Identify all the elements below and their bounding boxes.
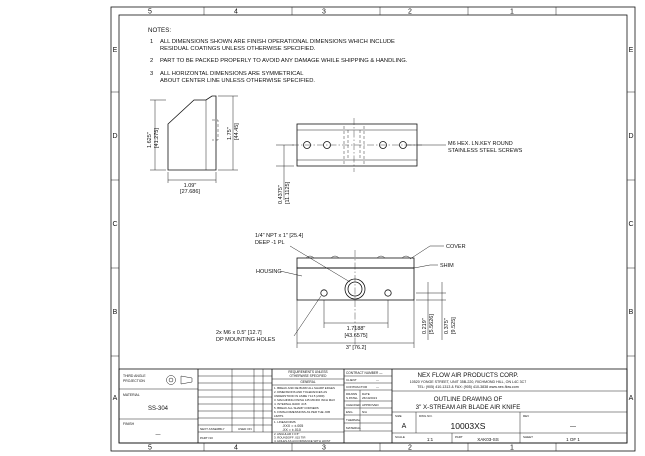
dim-side-height2-mm: [44.45] [234, 123, 240, 140]
dim-side-height-mm: [41.275] [154, 128, 160, 148]
note-3-line1: ALL HORIZONTAL DIMENSIONS ARE SYMMETRICAL [160, 71, 304, 77]
zone-col-4-bottom: 4 [234, 444, 238, 452]
req-line-3: UNDERSTOOD IN ASME Y14.5 (2009) [274, 394, 325, 398]
req-line-5: 4. INTERNAL RADII .015 [274, 402, 307, 406]
sheet-label: SHEET [523, 435, 534, 439]
side-view-profile [168, 96, 216, 170]
zone-row-e-right: E [628, 47, 634, 54]
dim-spacing: 1.7188" [346, 326, 366, 332]
title-block [119, 369, 627, 443]
date-value: 26/10/2013 [362, 396, 378, 400]
tol-line-1: 1. LINEAR DIMS [274, 420, 296, 424]
tol-line-2: .XXX = ±.005 [282, 424, 304, 428]
req-header-line2: OTHERWISE SPECIFIED [289, 374, 327, 378]
eng-value: N/A [362, 410, 368, 414]
cover-outline [297, 258, 414, 268]
note-1-num: 1 [150, 39, 154, 45]
zone-col-4: 4 [234, 8, 238, 16]
note-1-line1: ALL DIMENSIONS SHOWN ARE FINISH OPERATIONAL DIMENSIONS WHICH INCLUDE [160, 39, 395, 45]
req-general: GENERAL [300, 380, 316, 384]
client-label: CLIENT [346, 378, 357, 382]
scale-label: SCALE [395, 435, 405, 439]
projection-symbol-cone [181, 376, 192, 384]
note-2-num: 2 [150, 58, 154, 64]
zone-row-d-right: D [628, 133, 634, 140]
next-assembly-label: NEXT ASSEMBLY [200, 427, 225, 431]
scale-value: 1:1 [426, 437, 434, 442]
tol-line-6: 4. HOLES AS ACCORDANCE WITH HOIST [274, 439, 331, 443]
rev-label: REV [523, 414, 530, 418]
zone-col-3: 3 [322, 8, 326, 16]
rev-value: — [570, 424, 576, 430]
sheet-value: 1 OF 1 [566, 437, 580, 442]
req-line-7: 6. FINISH DIMENSIONS AS PER THE JOB [274, 410, 331, 414]
note-1-line2: RESIDUAL COATINGS UNLESS OTHERWISE SPECIFIED. [160, 46, 316, 52]
dim-side-width: 1.09" [183, 183, 197, 189]
eng-label: ENG. [346, 410, 354, 414]
material-approval-label: MATERIAL [346, 426, 361, 430]
company-address-line1: 10520 YONGE STREET, UNIT 35B-220, RICHMOND HILL, ON L4C 3C7 [409, 380, 527, 384]
dim-npt-line1: 1/4" NPT x 1" [25.4] [255, 233, 304, 239]
zone-col-3-bottom: 3 [322, 444, 326, 452]
company-name: NEX FLOW AIR PRODUCTS CORP. [417, 372, 519, 379]
dwg-no-label: DWG NO. [419, 414, 433, 418]
dim-spacing-mm: [43.6575] [344, 333, 368, 339]
zone-col-2: 2 [408, 8, 412, 16]
zone-row-a: A [112, 395, 118, 402]
front-view [216, 233, 466, 351]
mount-hole-left [321, 290, 327, 296]
zone-row-e: E [112, 47, 118, 54]
contractor-label: CONTRACTOR [346, 385, 368, 389]
size-label: SIZE [395, 414, 402, 418]
dim-side-height: 1.625" [147, 132, 153, 148]
dim-h1-mm: [5.5626] [429, 314, 435, 334]
dim-h2-mm: [9.525] [451, 317, 457, 334]
housing-outline [297, 268, 414, 300]
drawn-value: S.PATEL [346, 396, 358, 400]
side-view [147, 96, 240, 195]
tol-line-5: 3. ROUNDOFF .015 TIR [274, 435, 306, 440]
dim-side-height2: 1.75" [227, 127, 233, 140]
date-label: DATE [362, 392, 370, 396]
zone-col-5-bottom: 5 [148, 444, 152, 452]
thermal-label: THERMAL [346, 418, 361, 422]
req-line-1: 1. BREAK AND DE BURR ALL SHARP EDGES [274, 386, 335, 390]
dim-overall: 3" [76.2] [345, 345, 367, 351]
finish-value: — [155, 432, 161, 438]
zone-row-c: C [112, 221, 118, 228]
dim-h2: 0.375" [444, 318, 450, 334]
note-3-num: 3 [150, 71, 154, 77]
req-line-4: 3. MACHINING FINISH 125 MICRO INCH MAX [274, 398, 336, 402]
dim-mount-line1: 2x M6 x 0.5" [12.7] [216, 330, 262, 336]
projection-symbol-circle [167, 376, 176, 385]
zone-col-2-bottom: 2 [408, 444, 412, 452]
drawing-title-line2: 3" X-STREAM AIR BLADE AIR KNIFE [415, 404, 521, 411]
req-line-2: 2. DIMENSIONS AND TOLERANCES AS [274, 390, 328, 394]
callout-cover: COVER [446, 244, 466, 250]
checked-value: APPROVED [362, 403, 379, 407]
part-no-label: PART NO [200, 436, 214, 440]
client-value: — [376, 378, 379, 382]
dim-side-width-mm: [27.686] [180, 189, 200, 195]
req-line-8: LIMITS [274, 414, 284, 418]
tol-line-4: 2. ANGULAR ± 0.5° [274, 432, 300, 436]
drawn-label: DRAWN [346, 392, 358, 396]
material-label: MATERIAL [123, 393, 140, 397]
dim-npt-line2: DEEP -1 PL [255, 240, 285, 246]
zone-col-1: 1 [510, 8, 514, 16]
callout-shim: SHIM [440, 263, 454, 269]
projection-line1: THIRD ANGLE [123, 374, 146, 378]
callout-housing: HOUSING [256, 269, 282, 275]
contractor-value: — [376, 385, 379, 389]
contract-label: CONTRACT NUMBER — [346, 371, 383, 375]
callout-screws-line2: STAINLESS STEEL SCREWS [448, 148, 523, 154]
dim-top-offset-mm: [11.1125] [285, 181, 291, 204]
zone-row-b: B [112, 309, 118, 316]
note-3-line2: ABOUT CENTER LINE UNLESS OTHERWISE SPECIFIED. [160, 78, 316, 84]
zone-row-b-right: B [628, 309, 634, 316]
tol-line-3: .XX = ±.010 [282, 428, 301, 432]
zone-col-1-bottom: 1 [510, 444, 514, 452]
zone-col-5: 5 [148, 8, 152, 16]
callout-screws-line1: M6 HEX. LN.KEY ROUND [448, 141, 513, 147]
drawing-title-line1: OUTLINE DRAWING OF [433, 396, 503, 403]
size-value: A [401, 423, 407, 430]
material-value: SS-304 [147, 406, 169, 412]
dim-mount-line2: DP MOUNTING HOLES [216, 337, 276, 343]
zone-row-a-right: A [628, 395, 634, 402]
dim-top-offset: 0.4375" [278, 185, 284, 204]
part-value: XAK03-SS [477, 437, 499, 442]
used-on-label: USED ON [238, 427, 252, 431]
top-view [276, 118, 523, 204]
company-address-line2: TEL: (905) 410-1313 & FAX: (905) 410-3838 www.nex-flow.com [417, 385, 519, 389]
dim-h1: 0.219" [422, 318, 428, 334]
note-2-line1: PART TO BE PACKED PROPERLY TO AVOID ANY DAMAGE WHILE SHIPPING & HANDLING. [160, 58, 408, 64]
req-line-6: 5. BREAK ALL SHARP CORNERS [274, 406, 319, 410]
part-label: PART [455, 435, 463, 439]
checked-label: CHECKED [346, 403, 361, 407]
projection-line2: PROJECTION [123, 379, 145, 383]
zone-row-c-right: C [628, 221, 634, 228]
zone-row-d: D [112, 133, 118, 140]
notes-heading: NOTES: [148, 27, 172, 34]
dwg-no-value: 10003XS [450, 421, 486, 431]
mount-hole-right [385, 290, 391, 296]
notes-block [148, 27, 408, 84]
req-header-line1: REQUIREMENTS UNLESS [288, 370, 328, 374]
finish-label: FINISH [123, 422, 135, 426]
